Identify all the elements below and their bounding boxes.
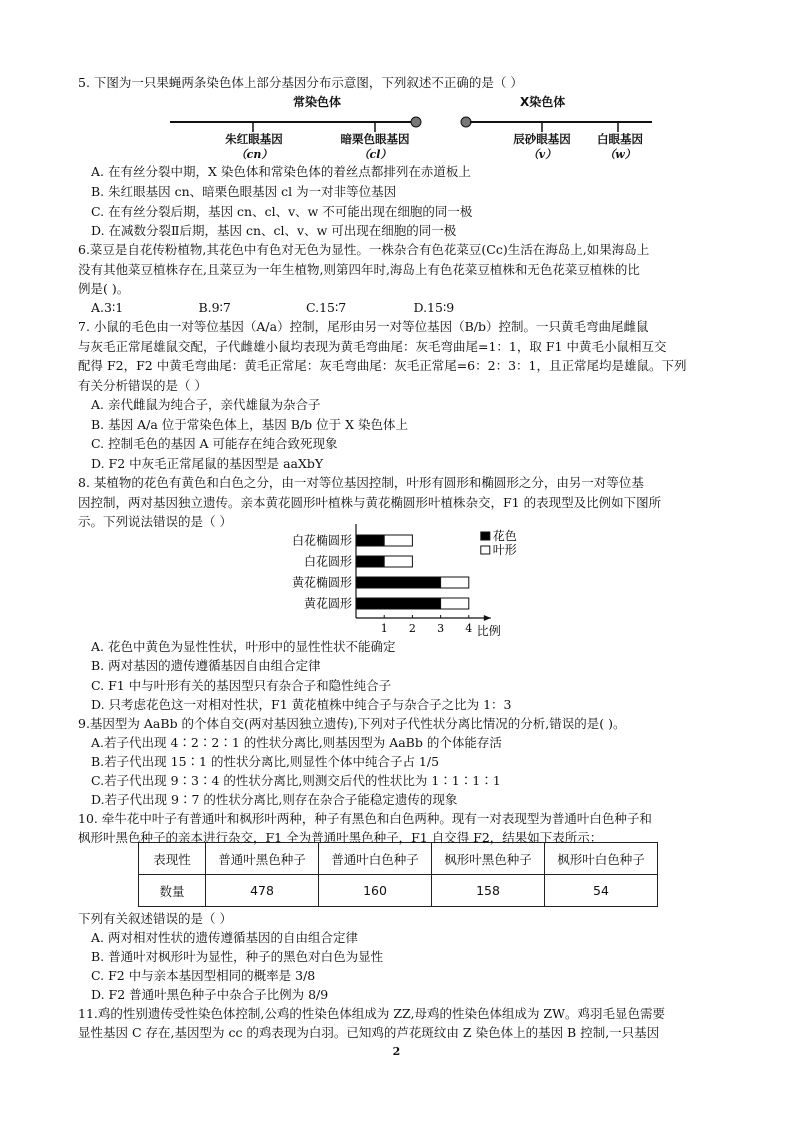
q9-option-c: C.若子代出现 9∶3∶4 的性状分离比,则测交后代的性状比为 1∶1∶1∶1 xyxy=(91,773,501,788)
chart-x-tick-label: 1 xyxy=(380,622,388,635)
chart-bar-leaf-shape xyxy=(441,598,469,609)
chart-legend-swatch xyxy=(481,532,490,540)
table-header-cell: 普通叶白色种子 xyxy=(319,843,432,875)
chart-x-axis-arrow xyxy=(484,615,491,621)
q7-option-c: C. 控制毛色的基因 A 可能存在纯合致死现象 xyxy=(91,436,338,451)
q7-option-a: A. 亲代雌鼠为纯合子，亲代雄鼠为杂合子 xyxy=(91,397,321,412)
q10-option-d: D. F2 普通叶黑色种子中杂合子比例为 8/9 xyxy=(91,987,329,1002)
q5-option-d: D. 在减数分裂Ⅱ后期，基因 cn、cl、v、w 可出现在细胞的同一极 xyxy=(91,223,457,238)
q7-option-d: D. F2 中灰毛正常尾鼠的基因型是 aaXbY xyxy=(91,456,324,471)
q7-line-4: 有关分析错误的是（ ） xyxy=(78,378,207,393)
q6-line-1: 6.菜豆是自花传粉植物,其花色中有色对无色为显性。一株杂合有色花菜豆(Cc)生活在海岛上,如果海岛上 xyxy=(78,242,650,257)
q11-line-1: 11.鸡的性别遗传受性染色体控制,公鸡的性染色体组成为 ZZ,母鸡的性染色体组成为 ZW。鸡羽毛显色需要 xyxy=(78,1006,665,1021)
q8-line-2: 因控制，两对基因独立遗传。亲本黄花圆形叶植株与黄花椭圆形叶植株杂交，F1 的表现型及比例如下图所 xyxy=(78,495,662,510)
q8-option-b: B. 两对基因的遗传遵循基因自由组合定律 xyxy=(91,658,321,673)
chart-x-tick-label: 3 xyxy=(437,622,445,635)
q10-option-c: C. F2 中与亲本基因型相同的概率是 3/8 xyxy=(91,968,316,983)
chart-bar-flower-color xyxy=(356,577,441,588)
table-header-cell: 普通叶黑色种子 xyxy=(206,843,319,875)
chart-x-tick-label: 4 xyxy=(465,622,473,635)
q6-option-a: A.3∶1 xyxy=(91,300,124,315)
chart-bar-flower-color xyxy=(356,556,384,567)
q7-option-b: B. 基因 A/a 位于常染色体上，基因 B/b 位于 X 染色体上 xyxy=(91,417,408,432)
q8-line-3: 示。下列说法错误的是（ ） xyxy=(78,514,232,529)
table-cell: 158 xyxy=(432,875,545,907)
q6-line-3: 例是( )。 xyxy=(78,281,130,296)
q6-options xyxy=(91,299,521,317)
q6-option-d: D.15∶9 xyxy=(413,300,455,315)
q5-option-c: C. 在有丝分裂后期，基因 cn、cl、v、w 不可能出现在细胞的同一极 xyxy=(91,204,473,219)
chart-category-label: 黄花圆形 xyxy=(303,596,352,611)
gene-cn-symbol: （cn） xyxy=(235,148,273,161)
gene-v-symbol: （v） xyxy=(527,148,557,161)
gene-v-name: 辰砂眼基因 xyxy=(513,132,571,146)
q10-line-2: 枫形叶黑色种子的亲本进行杂交，F1 全为普通叶黑色种子，F1 自交得 F2，结果如下表所示： xyxy=(78,830,603,845)
q9-option-d: D.若子代出现 9∶7 的性状分离比,则存在杂合子能稳定遗传的现象 xyxy=(91,792,458,807)
q9-stem: 9.基因型为 AaBb 的个体自交(两对基因独立遗传),下列对子代性状分离比情况的分析,错误的是( )。 xyxy=(78,716,626,731)
table-header-cell: 枫形叶白色种子 xyxy=(545,843,658,875)
q11-line-2: 显性基因 C 存在,基因型为 cc 的鸡表现为白羽。已知鸡的芦花斑纹由 Z 染色体上的基因 B 控制,一只基因 xyxy=(78,1025,660,1040)
q10-option-b: B. 普通叶对枫形叶为显性，种子的黑色对白色为显性 xyxy=(91,949,384,964)
q8-option-d: D. 只考虑花色这一对相对性状，F1 黄花植株中纯合子与杂合子之比为 1：3 xyxy=(91,697,512,712)
chart-category-label: 黄花椭圆形 xyxy=(291,575,352,590)
table-header-row xyxy=(139,843,658,875)
chart-x-axis-title: 比例 xyxy=(476,624,501,637)
chart-bar-leaf-shape xyxy=(384,535,412,546)
table-row xyxy=(139,875,658,907)
chart-bar-leaf-shape xyxy=(384,556,412,567)
q5-stem: 5. 下图为一只果蝇两条染色体上部分基因分布示意图，下列叙述不正确的是（ ） xyxy=(78,75,523,90)
q7-line-3: 配得 F2，F2 中黄毛弯曲尾：黄毛正常尾：灰毛弯曲尾：灰毛正常尾=6：2：3：1，且正常尾均是雄鼠。下列 xyxy=(78,358,687,373)
q7-line-1: 7. 小鼠的毛色由一对等位基因（A/a）控制，尾形由另一对等位基因（B/b）控制。一只黄毛弯曲尾雌鼠 xyxy=(78,319,649,334)
q10-option-a: A. 两对相对性状的遗传遵循基因的自由组合定律 xyxy=(91,930,358,945)
gene-w-symbol: （w） xyxy=(604,148,636,161)
q6-option-c: C.15∶7 xyxy=(306,300,347,315)
gene-cl-symbol: （cl） xyxy=(358,148,392,161)
q6-option-b: B.9∶7 xyxy=(198,300,231,315)
gene-w-name: 白眼基因 xyxy=(597,132,643,146)
table-cell: 54 xyxy=(545,875,658,907)
q8-option-a: A. 花色中黄色为显性性状，叶形中的显性性状不能确定 xyxy=(91,639,396,654)
q10-follow-up: 下列有关叙述错误的是（ ） xyxy=(78,911,232,926)
q8-line-1: 8. 某植物的花色有黄色和白色之分，由一对等位基因控制，叶形有圆形和椭圆形之分，由另一对等位基 xyxy=(78,475,644,490)
table-header-cell: 枫形叶黑色种子 xyxy=(432,843,545,875)
chart-bar-leaf-shape xyxy=(441,577,469,588)
table-cell: 数量 xyxy=(139,875,206,907)
chart-bar-flower-color xyxy=(356,598,441,609)
q8-option-c: C. F1 中与叶形有关的基因型只有杂合子和隐性纯合子 xyxy=(91,678,392,693)
chart-legend-label: 叶形 xyxy=(492,543,517,557)
chart-x-tick-label: 2 xyxy=(408,622,416,635)
table-cell: 160 xyxy=(319,875,432,907)
page-number: 2 xyxy=(392,1045,401,1058)
f1-ratio-bar-chart xyxy=(0,522,793,637)
q6-line-2: 没有其他菜豆植株存在,且菜豆为一年生植物,则第四年时,海岛上有色花菜豆植株和无色花菜豆植株的比 xyxy=(78,262,640,277)
q7-line-2: 与灰毛正常尾雄鼠交配，子代雌雄小鼠均表现为黄毛弯曲尾：灰毛弯曲尾=1：1，取 F1 中黄毛小鼠相互交 xyxy=(78,339,667,354)
autosome-label: 常染色体 xyxy=(293,95,342,109)
q9-option-b: B.若子代出现 15∶1 的性状分离比,则显性个体中纯合子占 1/5 xyxy=(91,754,440,769)
chart-category-label: 白花圆形 xyxy=(303,554,352,569)
chart-category-label: 白花椭圆形 xyxy=(291,533,352,548)
chart-legend-label: 花色 xyxy=(492,529,517,543)
q5-option-b: B. 朱红眼基因 cn、暗栗色眼基因 cl 为一对非等位基因 xyxy=(91,184,397,199)
chart-bar-flower-color xyxy=(356,535,384,546)
x-chromosome-label: X染色体 xyxy=(520,95,566,109)
gene-cn-name: 朱红眼基因 xyxy=(225,132,283,146)
q5-option-a: A. 在有丝分裂中期，X 染色体和常染色体的着丝点都排列在赤道板上 xyxy=(91,164,471,179)
gene-cl-name: 暗栗色眼基因 xyxy=(340,132,410,146)
table-cell: 478 xyxy=(206,875,319,907)
q10-line-1: 10. 牵牛花中叶子有普通叶和枫形叶两种，种子有黑色和白色两种。现有一对表现型为普通叶白色种子和 xyxy=(78,811,652,826)
chart-legend-swatch xyxy=(481,546,490,554)
q9-option-a: A.若子代出现 4∶2∶2∶1 的性状分离比,则基因型为 AaBb 的个体能存活 xyxy=(91,735,502,750)
table-header-cell: 表现性 xyxy=(139,843,206,875)
f2-results-table xyxy=(138,842,658,907)
